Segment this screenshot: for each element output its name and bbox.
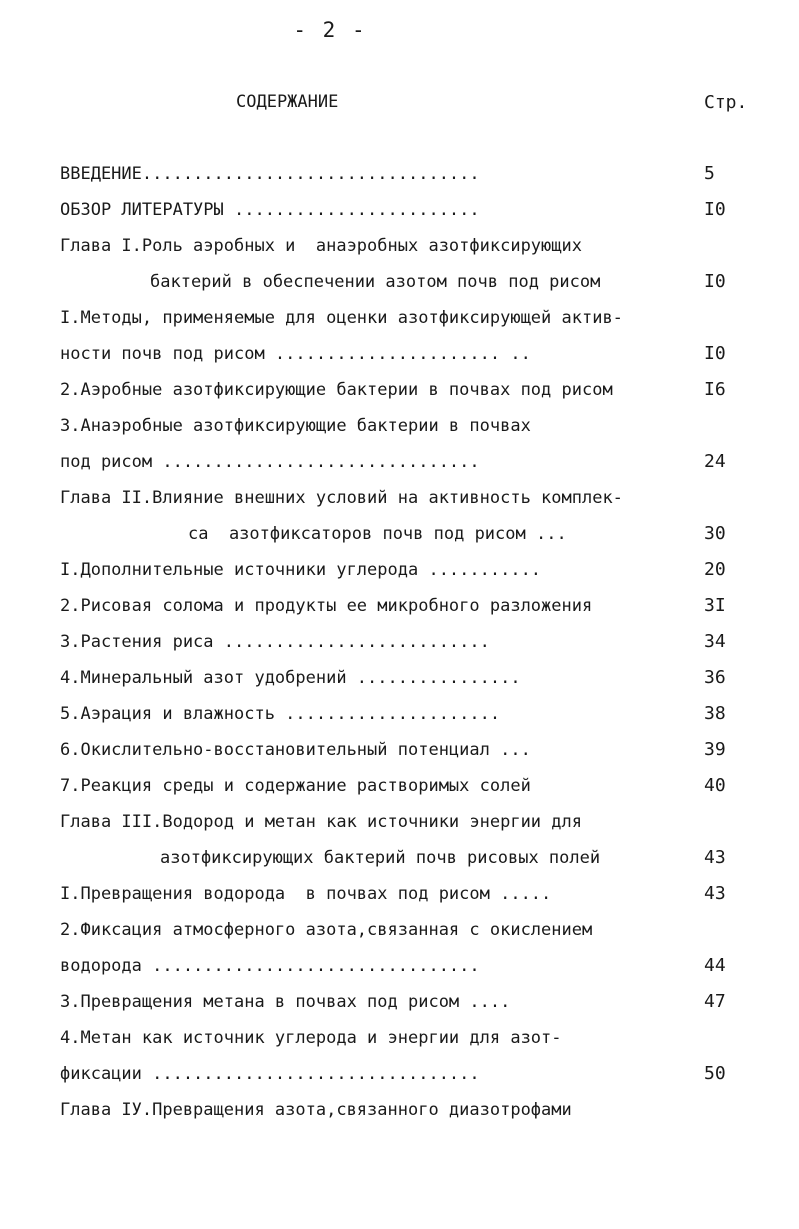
toc-line: 6.Окислительно-восстановительный потенциал ... — [60, 740, 531, 760]
toc-page: 39 — [704, 739, 726, 760]
page-column-label: Стр. — [704, 92, 748, 113]
toc-page: 43 — [704, 847, 726, 868]
toc-page: 36 — [704, 667, 726, 688]
toc-line: 3.Растения риса .......................... — [60, 632, 490, 652]
toc-line: I.Дополнительные источники углерода ........... — [60, 560, 542, 580]
toc-page: 30 — [704, 523, 726, 544]
toc-line: 7.Реакция среды и содержание растворимых солей — [60, 776, 531, 796]
toc-line: 3.Превращения метана в почвах под рисом .... — [60, 992, 511, 1012]
toc-line-chapter-1-cont: бактерий в обеспечении азотом почв под рисом — [150, 272, 601, 292]
toc-page: I6 — [704, 379, 726, 400]
toc-line-chapter-3-cont: азотфиксирующих бактерий почв рисовых полей — [160, 848, 601, 868]
toc-page: 40 — [704, 775, 726, 796]
toc-page: 50 — [704, 1063, 726, 1084]
toc-line-chapter-1: Глава I.Роль аэробных и анаэробных азотфиксирующих — [60, 236, 582, 256]
toc-line-chapter-4: Глава IУ.Превращения азота,связанного диазотрофами — [60, 1100, 572, 1120]
toc-line: 4.Минеральный азот удобрений ................ — [60, 668, 521, 688]
toc-line: 4.Метан как источник углерода и энергии для азот- — [60, 1028, 562, 1048]
toc-title: СОДЕРЖАНИЕ — [236, 92, 339, 112]
toc-line: 5.Аэрация и влажность ..................... — [60, 704, 501, 724]
toc-page: 5 — [704, 163, 715, 184]
toc-page: 44 — [704, 955, 726, 976]
toc-line-literature-review: ОБЗОР ЛИТЕРАТУРЫ ........................ — [60, 200, 480, 220]
toc-page: 24 — [704, 451, 726, 472]
toc-line: водорода ................................ — [60, 956, 480, 976]
toc-line: 2.Рисовая солома и продукты ее микробного разложения — [60, 596, 593, 616]
toc-line: фиксации ................................ — [60, 1064, 480, 1084]
toc-line-introduction: ВВЕДЕНИЕ................................. — [60, 164, 480, 184]
toc-page: I0 — [704, 271, 726, 292]
toc-line: I.Методы, применяемые для оценки азотфиксирующей актив- — [60, 308, 623, 328]
toc-line-chapter-3: Глава III.Водород и метан как источники энергии для — [60, 812, 582, 832]
toc-line-chapter-2: Глава II.Влияние внешних условий на активность комплек- — [60, 488, 623, 508]
toc-page: 34 — [704, 631, 726, 652]
toc-page: 47 — [704, 991, 726, 1012]
toc-page: 38 — [704, 703, 726, 724]
toc-line: 2.Фиксация атмосферного азота,связанная с окислением — [60, 920, 593, 940]
toc-line-chapter-2-cont: са азотфиксаторов почв под рисом ... — [188, 524, 567, 544]
toc-line: ности почв под рисом ...................... .. — [60, 344, 531, 364]
toc-page: I0 — [704, 343, 726, 364]
toc-line: под рисом ............................... — [60, 452, 480, 472]
toc-page: 20 — [704, 559, 726, 580]
toc-page: 3I — [704, 595, 726, 616]
toc-line: I.Превращения водорода в почвах под рисом ..... — [60, 884, 552, 904]
page-number: - 2 - — [293, 18, 367, 42]
toc-line: 3.Анаэробные азотфиксирующие бактерии в почвах — [60, 416, 531, 436]
toc-line: 2.Аэробные азотфиксирующие бактерии в почвах под рисом — [60, 380, 613, 400]
toc-page: I0 — [704, 199, 726, 220]
toc-page: 43 — [704, 883, 726, 904]
